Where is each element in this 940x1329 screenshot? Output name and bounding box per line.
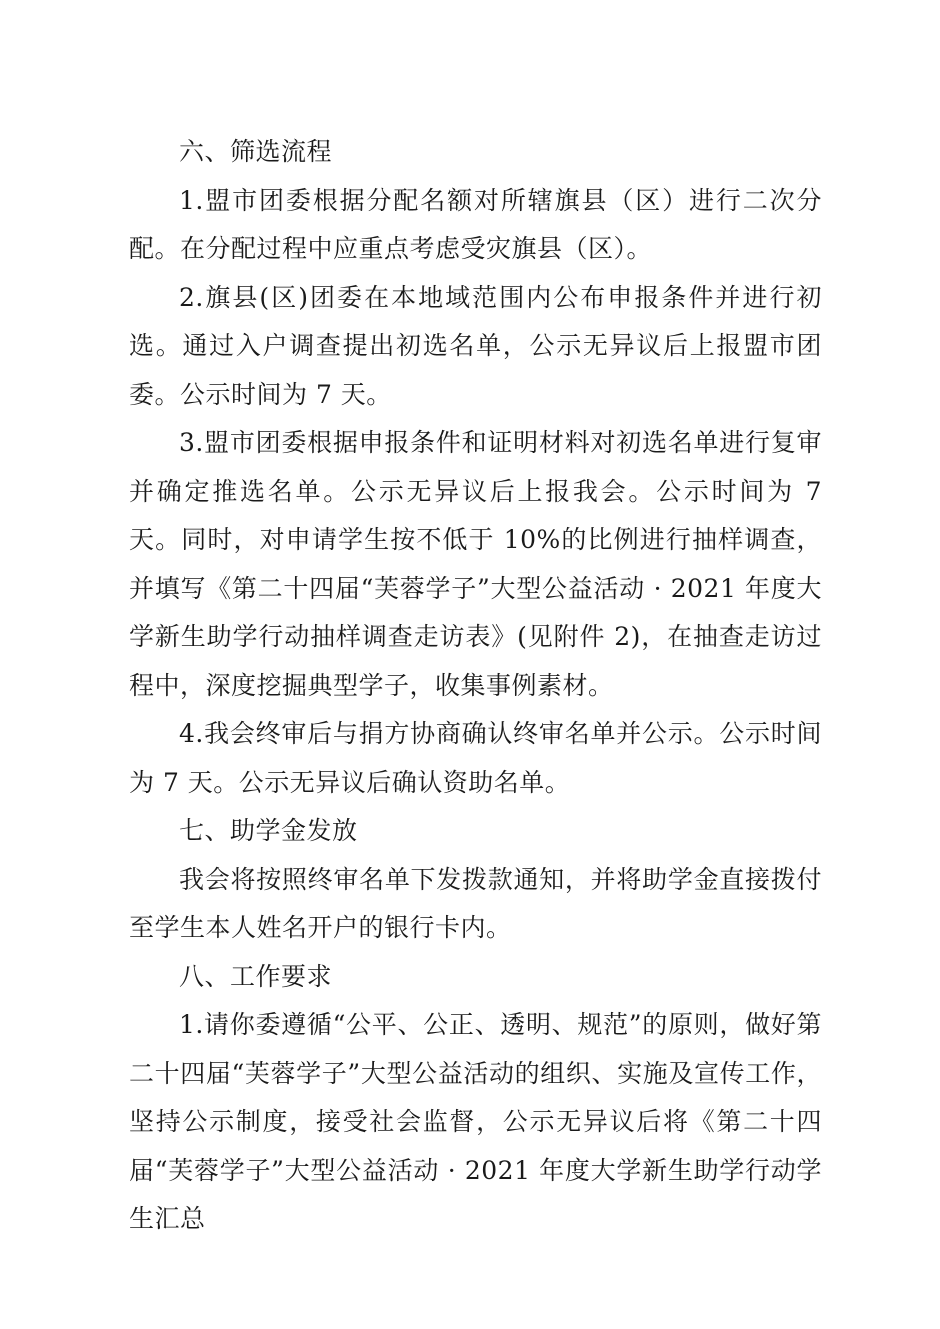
paragraph: 2.旗县(区)团委在本地域范围内公布申报条件并进行初选。通过入户调查提出初选名单，公示无异议后上报盟市团委。公示时间为 7 天。 [129, 282, 822, 409]
paragraph: 1.请你委遵循“公平、公正、透明、规范”的原则，做好第二十四届“芙蓉学子”大型公益活动的组织、实施及宣传工作，坚持公示制度，接受社会监督，公示无异议后将《第二十四届“芙蓉学子”大型公益活动 · 2021 年度大学新生助学行动学生汇总 [129, 1010, 822, 1233]
paragraph: 我会将按照终审名单下发拨款通知，并将助学金直接拨付至学生本人姓名开户的银行卡内。 [129, 864, 822, 942]
section-heading-work-requirements: 八、工作要求 [179, 961, 333, 991]
paragraph: 1.盟市团委根据分配名额对所辖旗县（区）进行二次分配。在分配过程中应重点考虑受灾旗县（区）。 [129, 185, 822, 263]
paragraph: 3.盟市团委根据申报条件和证明材料对初选名单进行复审并确定推选名单。公示无异议后上报我会。公示时间为 7 天。同时，对申请学生按不低于 10%的比例进行抽样调查，并填写《第二十四届“芙蓉学子”大型公益活动 · 2021 年度大学新生助学行动抽样调查走访表》(见附件 2)，在抽查走访过程中，深度挖掘典型学子，收集事例素材。 [129, 428, 822, 700]
document-body [129, 128, 822, 1244]
paragraph: 4.我会终审后与捐方协商确认终审名单并公示。公示时间为 7 天。公示无异议后确认资助名单。 [129, 719, 822, 797]
section-heading-screening-process: 六、筛选流程 [179, 137, 333, 166]
section-heading-grant-distribution: 七、助学金发放 [179, 816, 358, 845]
